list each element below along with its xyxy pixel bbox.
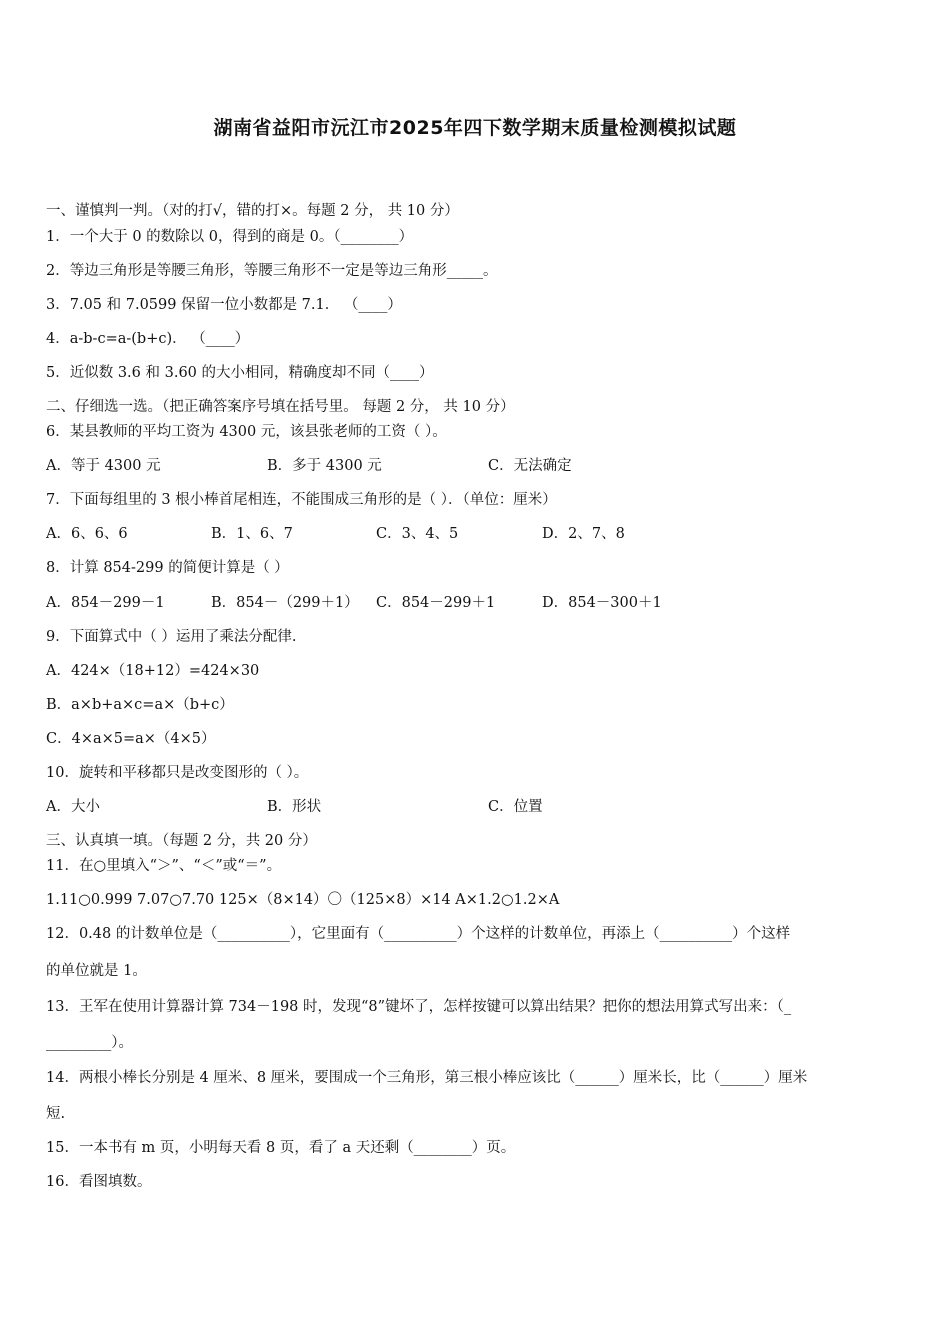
question-1: 1．一个大于 0 的数除以 0，得到的商是 0。（________） xyxy=(46,229,414,245)
question-12-line-2: 的单位就是 1。 xyxy=(46,963,147,979)
q9-option-b: B．a×b+a×c=a×（b+c） xyxy=(46,697,234,713)
question-7: 7．下面每组里的 3 根小棒首尾相连，不能围成三角形的是（ ）．（单位：厘米） xyxy=(46,492,557,508)
q10-option-c: C．位置 xyxy=(488,799,543,815)
q7-option-c: C．3、4、5 xyxy=(376,526,459,542)
question-16: 16．看图填数。 xyxy=(46,1174,152,1190)
q7-option-b: B．1、6、7 xyxy=(211,526,293,542)
q7-option-a: A．6、6、6 xyxy=(46,526,128,542)
question-6: 6．某县教师的平均工资为 4300 元，该县张老师的工资（ ）。 xyxy=(46,424,447,440)
question-3: 3．7.05 和 7.0599 保留一位小数都是 7.1． （____） xyxy=(46,297,402,313)
question-13-line-2: _________）。 xyxy=(46,1035,133,1051)
q8-option-c: C．854－299＋1 xyxy=(376,595,496,611)
section-header-2: 二、仔细选一选。（把正确答案序号填在括号里。 每题 2 分， 共 10 分） xyxy=(46,399,515,415)
question-14-line-1: 14．两根小棒长分别是 4 厘米、8 厘米，要围成一个三角形，第三根小棒应该比（______）厘米长，比（______）厘米 xyxy=(46,1070,808,1086)
section-header-1: 一、谨慎判一判。（对的打√，错的打×。每题 2 分， 共 10 分） xyxy=(46,203,459,219)
q9-option-a: A．424×（18+12）=424×30 xyxy=(46,663,260,679)
q6-option-a: A．等于 4300 元 xyxy=(46,458,161,474)
question-13-line-1: 13．王军在使用计算器计算 734－198 时，发现“8”键坏了，怎样按键可以算出结果？把你的想法用算式写出来：（_ xyxy=(46,999,792,1015)
q9-option-c: C．4×a×5=a×（4×5） xyxy=(46,731,216,747)
question-15: 15．一本书有 m 页，小明每天看 8 页，看了 a 天还剩（________）页。 xyxy=(46,1140,516,1156)
question-5: 5．近似数 3.6 和 3.60 的大小相同，精确度却不同（____） xyxy=(46,365,434,381)
question-12-line-1: 12．0.48 的计数单位是（__________），它里面有（__________）个这样的计数单位，再添上（__________）个这样 xyxy=(46,926,791,942)
q11-comparisons: 1.11○0.999 7.07○7.70 125×（8×14）〇（125×8）×14 A×1.2○1.2×A xyxy=(46,892,560,908)
q10-option-a: A．大小 xyxy=(46,799,100,815)
q6-option-c: C．无法确定 xyxy=(488,458,572,474)
q10-option-b: B．形状 xyxy=(267,799,322,815)
question-14-line-2: 短. xyxy=(46,1106,66,1122)
question-9: 9．下面算式中（ ）运用了乘法分配律. xyxy=(46,629,297,645)
q8-option-a: A．854－299－1 xyxy=(46,595,165,611)
question-4: 4．a-b-c=a-(b+c)． （____） xyxy=(46,331,250,347)
question-2: 2．等边三角形是等腰三角形，等腰三角形不一定是等边三角形_____。 xyxy=(46,263,498,279)
question-8: 8．计算 854-299 的简便计算是（ ） xyxy=(46,560,289,576)
q8-option-b: B．854－（299＋1） xyxy=(211,595,359,611)
q6-option-b: B．多于 4300 元 xyxy=(267,458,382,474)
question-11: 11．在○里填入“＞”、“＜”或“＝”。 xyxy=(46,858,282,874)
section-header-3: 三、认真填一填。（每题 2 分，共 20 分） xyxy=(46,833,317,849)
question-10: 10．旋转和平移都只是改变图形的（ ）。 xyxy=(46,765,309,781)
page-title: 湖南省益阳市沅江市2025年四下数学期末质量检测模拟试题 xyxy=(213,117,737,139)
q8-option-d: D．854－300＋1 xyxy=(542,595,662,611)
q7-option-d: D．2、7、8 xyxy=(542,526,625,542)
